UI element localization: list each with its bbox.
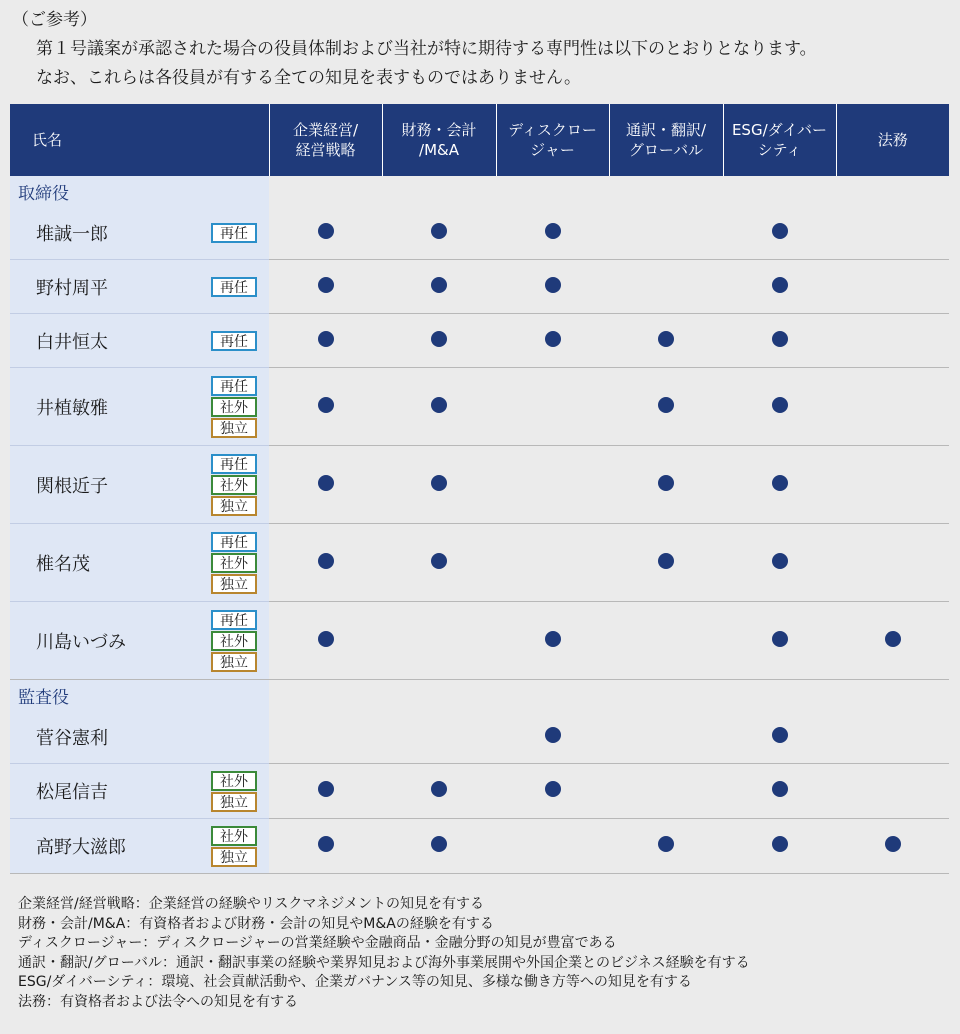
badge-reappoint: 再任 <box>211 610 257 630</box>
member-name-cell <box>10 710 269 764</box>
skill-cell <box>382 206 496 260</box>
member-name-cell <box>10 819 269 874</box>
member-name: 高野大滋郎 <box>36 837 126 858</box>
section-empty-cell <box>496 680 609 711</box>
badge-outside: 社外 <box>211 475 257 495</box>
member-name-wrap <box>10 376 269 438</box>
section-empty-cell <box>382 680 496 711</box>
header-col-esg <box>723 104 836 176</box>
skill-cell <box>836 446 949 524</box>
member-name: 野村周平 <box>36 277 108 299</box>
section-title: 取締役 <box>10 176 269 206</box>
skill-dot-icon <box>658 331 674 347</box>
skill-dot-icon <box>545 781 561 797</box>
skill-dot-icon <box>318 836 334 852</box>
skill-dot-icon <box>431 475 447 491</box>
skill-cell <box>269 206 382 260</box>
member-badges <box>211 771 257 812</box>
member-name-wrap <box>10 826 269 867</box>
member-name-wrap <box>10 771 269 812</box>
skill-cell <box>496 819 609 874</box>
legend-line: 法務：有資格者および法令への知見を有する <box>18 993 298 1010</box>
skills-matrix-table <box>10 104 949 874</box>
skill-cell <box>382 602 496 680</box>
header-col-label: ジャー <box>530 141 575 159</box>
skill-dot-icon <box>431 781 447 797</box>
legend-line: 企業経営/経営戦略：企業経営の経験やリスクマネジメントの知見を有する <box>18 896 485 912</box>
badge-independent: 独立 <box>211 792 257 812</box>
skill-cell <box>269 602 382 680</box>
skill-cell <box>269 314 382 368</box>
header-col-finance <box>382 104 496 176</box>
table-row <box>10 314 949 368</box>
skill-dot-icon <box>431 277 447 293</box>
member-name: 松尾信吉 <box>36 782 108 803</box>
skill-dot-icon <box>772 223 788 239</box>
skill-cell <box>609 446 723 524</box>
member-badges <box>211 376 257 438</box>
table-row <box>10 368 949 446</box>
skill-cell <box>496 314 609 368</box>
skill-cell <box>836 368 949 446</box>
skill-cell <box>836 524 949 602</box>
skill-dot-icon <box>658 836 674 852</box>
header-col-label: ESG/ダイバー <box>731 121 828 139</box>
member-badges <box>211 277 257 297</box>
header-name: 氏名 <box>10 104 269 176</box>
skill-cell <box>496 764 609 819</box>
skill-cell <box>496 524 609 602</box>
skill-cell <box>496 602 609 680</box>
skill-cell <box>609 206 723 260</box>
member-badges <box>211 826 257 867</box>
skill-dot-icon <box>772 277 788 293</box>
skill-dot-icon <box>431 331 447 347</box>
skill-cell <box>496 260 609 314</box>
skill-dot-icon <box>545 331 561 347</box>
intro-line-2: なお、これらは各役員が有する全ての知見を表すものではありません。 <box>36 68 582 88</box>
skill-cell <box>382 524 496 602</box>
member-name: 堆誠一郎 <box>36 223 108 245</box>
skill-dot-icon <box>318 781 334 797</box>
member-name-cell <box>10 446 269 524</box>
skill-dot-icon <box>431 836 447 852</box>
skill-cell <box>382 260 496 314</box>
skill-dot-icon <box>885 836 901 852</box>
table-row <box>10 602 949 680</box>
table-row <box>10 206 949 260</box>
badge-outside: 社外 <box>211 553 257 573</box>
table-header-row <box>10 104 949 176</box>
skill-cell <box>382 368 496 446</box>
header-col-management <box>269 104 382 176</box>
skill-dot-icon <box>431 397 447 413</box>
skill-dot-icon <box>318 475 334 491</box>
skill-cell <box>836 260 949 314</box>
member-name-cell <box>10 206 269 260</box>
member-name-wrap <box>10 532 269 594</box>
legend-line: 財務・会計/M&A：有資格者および財務・会計の知見やM&Aの経験を有する <box>18 915 494 932</box>
skill-cell <box>723 260 836 314</box>
skill-cell <box>609 710 723 764</box>
skill-cell <box>609 260 723 314</box>
skill-dot-icon <box>772 631 788 647</box>
badge-independent: 独立 <box>211 847 257 867</box>
skill-dot-icon <box>658 397 674 413</box>
member-name: 白井恒太 <box>36 331 108 353</box>
header-col-label: /M&A <box>419 141 459 159</box>
skill-cell <box>496 206 609 260</box>
member-name: 関根近子 <box>36 475 108 497</box>
section-empty-cell <box>609 680 723 711</box>
skill-cell <box>496 710 609 764</box>
section-row <box>10 680 949 711</box>
intro-heading: （ご参考） <box>12 10 97 30</box>
intro <box>12 6 952 93</box>
member-name-cell <box>10 764 269 819</box>
member-name: 椎名茂 <box>36 553 90 575</box>
skill-cell <box>382 314 496 368</box>
member-name-cell <box>10 524 269 602</box>
badge-outside: 社外 <box>211 826 257 846</box>
header-col-label: 企業経営/ <box>292 121 359 139</box>
skill-cell <box>269 764 382 819</box>
skill-dot-icon <box>772 727 788 743</box>
legend-line: 通訳・翻訳/グローバル：通訳・翻訳事業の経験や業界知見および海外事業展開や外国企業とのビジネス経験を有する <box>18 954 750 971</box>
badge-outside: 社外 <box>211 631 257 651</box>
member-name-wrap <box>10 274 269 300</box>
section-empty-cell <box>723 176 836 206</box>
badge-independent: 独立 <box>211 418 257 438</box>
matrix-body <box>10 176 949 874</box>
skill-cell <box>609 314 723 368</box>
badge-reappoint: 再任 <box>211 277 257 297</box>
skill-cell <box>382 819 496 874</box>
member-name-cell <box>10 602 269 680</box>
member-name-wrap <box>10 610 269 672</box>
skill-dot-icon <box>772 331 788 347</box>
skill-cell <box>836 764 949 819</box>
skill-dot-icon <box>772 553 788 569</box>
skill-cell <box>723 524 836 602</box>
badge-independent: 独立 <box>211 574 257 594</box>
skill-dot-icon <box>431 553 447 569</box>
skill-cell <box>382 764 496 819</box>
badge-reappoint: 再任 <box>211 532 257 552</box>
header-col-label: 経営戦略 <box>295 141 356 159</box>
legend <box>18 895 948 1012</box>
header-col-label: ディスクロー <box>508 121 597 139</box>
skill-cell <box>496 446 609 524</box>
skill-cell <box>609 524 723 602</box>
skill-cell <box>836 710 949 764</box>
table-row <box>10 524 949 602</box>
skill-dot-icon <box>545 727 561 743</box>
skill-dot-icon <box>772 781 788 797</box>
skill-cell <box>269 260 382 314</box>
skill-cell <box>723 819 836 874</box>
header-col-disclosure <box>496 104 609 176</box>
skill-cell <box>723 368 836 446</box>
skill-dot-icon <box>318 553 334 569</box>
header-col-global <box>609 104 723 176</box>
skill-dot-icon <box>658 475 674 491</box>
table-row <box>10 819 949 874</box>
skill-cell <box>269 524 382 602</box>
skill-cell <box>269 446 382 524</box>
skill-dot-icon <box>772 475 788 491</box>
member-name-wrap <box>10 220 269 246</box>
skill-cell <box>723 764 836 819</box>
member-name: 井植敏雅 <box>36 397 108 419</box>
member-name: 川島いづみ <box>36 631 126 653</box>
skill-dot-icon <box>318 631 334 647</box>
section-empty-cell <box>609 176 723 206</box>
table-row <box>10 260 949 314</box>
member-name-wrap <box>10 454 269 516</box>
skill-cell <box>836 819 949 874</box>
table-row <box>10 764 949 819</box>
section-empty-cell <box>836 680 949 711</box>
badge-independent: 独立 <box>211 496 257 516</box>
header-col-legal <box>836 104 949 176</box>
header-col-label: グローバル <box>628 141 704 159</box>
table-row <box>10 446 949 524</box>
member-name-cell <box>10 260 269 314</box>
badge-reappoint: 再任 <box>211 376 257 396</box>
badge-outside: 社外 <box>211 771 257 791</box>
skill-cell <box>269 368 382 446</box>
skill-cell <box>382 446 496 524</box>
section-empty-cell <box>723 680 836 711</box>
member-name-wrap <box>10 724 269 750</box>
skill-cell <box>723 206 836 260</box>
skill-cell <box>723 602 836 680</box>
skill-cell <box>609 764 723 819</box>
badge-reappoint: 再任 <box>211 223 257 243</box>
skill-dot-icon <box>318 397 334 413</box>
section-title: 監査役 <box>10 680 269 711</box>
skill-dot-icon <box>545 223 561 239</box>
skill-dot-icon <box>318 277 334 293</box>
header-col-label: シティ <box>757 141 802 159</box>
member-badges <box>211 331 257 351</box>
legend-line: ESG/ダイバーシティ：環境、社会貢献活動や、企業ガバナンス等の知見、多様な働き方等への知見を有する <box>18 974 692 990</box>
legend-line: ディスクロージャー：ディスクロージャーの営業経験や金融商品・金融分野の知見が豊富である <box>18 935 617 951</box>
section-empty-cell <box>269 680 382 711</box>
skill-dot-icon <box>545 631 561 647</box>
skill-cell <box>609 602 723 680</box>
skill-cell <box>723 710 836 764</box>
skill-cell <box>723 314 836 368</box>
intro-line-1: 第１号議案が承認された場合の役員体制および当社が特に期待する専門性は以下のとおりとなります。 <box>36 39 817 59</box>
badge-outside: 社外 <box>211 397 257 417</box>
member-name-cell <box>10 368 269 446</box>
member-badges <box>211 223 257 243</box>
skill-cell <box>836 602 949 680</box>
header-col-label: 財務・会計 <box>401 121 477 139</box>
member-badges <box>211 532 257 594</box>
member-name-wrap <box>10 328 269 354</box>
section-row <box>10 176 949 206</box>
section-empty-cell <box>496 176 609 206</box>
skill-dot-icon <box>431 223 447 239</box>
skill-dot-icon <box>318 223 334 239</box>
skill-cell <box>269 710 382 764</box>
member-badges <box>211 610 257 672</box>
skill-dot-icon <box>658 553 674 569</box>
skill-cell <box>609 819 723 874</box>
member-name: 菅谷憲利 <box>36 727 108 749</box>
skill-cell <box>382 710 496 764</box>
header-col-label: 法務 <box>877 131 908 149</box>
section-empty-cell <box>382 176 496 206</box>
member-name-cell <box>10 314 269 368</box>
member-badges <box>211 454 257 516</box>
skill-cell <box>723 446 836 524</box>
section-empty-cell <box>269 176 382 206</box>
skill-dot-icon <box>772 836 788 852</box>
skill-dot-icon <box>318 331 334 347</box>
skill-cell <box>836 314 949 368</box>
header-col-label: 通訳・翻訳/ <box>625 121 707 139</box>
badge-reappoint: 再任 <box>211 454 257 474</box>
badge-reappoint: 再任 <box>211 331 257 351</box>
skill-cell <box>609 368 723 446</box>
table-row <box>10 710 949 764</box>
skill-dot-icon <box>545 277 561 293</box>
skill-cell <box>496 368 609 446</box>
skill-cell <box>269 819 382 874</box>
skill-cell <box>836 206 949 260</box>
badge-independent: 独立 <box>211 652 257 672</box>
section-empty-cell <box>836 176 949 206</box>
skill-dot-icon <box>885 631 901 647</box>
skill-dot-icon <box>772 397 788 413</box>
